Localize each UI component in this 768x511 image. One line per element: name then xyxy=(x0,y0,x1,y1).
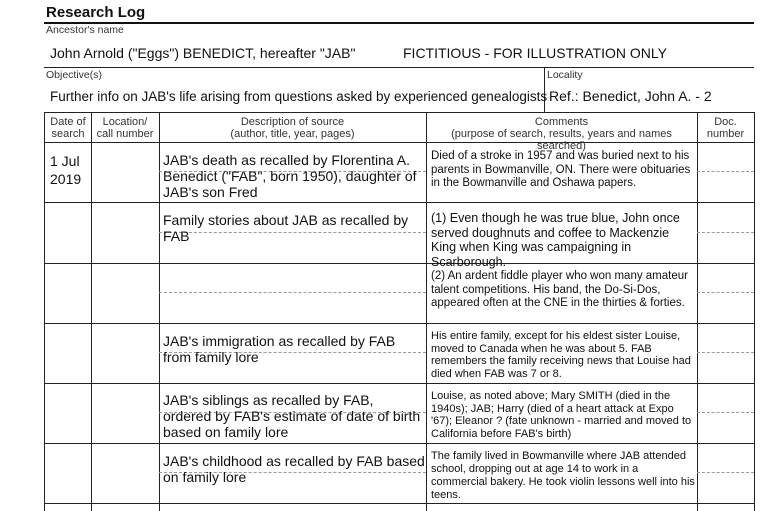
table-row-date xyxy=(50,152,90,188)
locality-value: Ref.: Benedict, John A. - 2 xyxy=(549,88,712,104)
header-location xyxy=(91,116,159,140)
table-row-description: JAB's immigration as recalled by FAB from family lore xyxy=(163,333,396,365)
title-rule xyxy=(44,22,754,24)
header-date-line1: Date of xyxy=(50,116,86,128)
guide-line xyxy=(697,232,754,233)
row-rule-3 xyxy=(44,323,754,324)
header-location-line1: Location/ xyxy=(102,116,148,128)
table-row-description: JAB's childhood as recalled by FAB based on family lore xyxy=(163,453,425,485)
table-row-description: JAB's siblings as recalled by FAB, ordered by FAB's estimate of date of birth based on family lore xyxy=(163,392,421,440)
header-description xyxy=(159,116,426,140)
table-row-comments: Louise, as noted above; Mary SMITH (died in the 1940s); JAB; Harry (died of a heart attack at Expo '67); Eleanor ? (fate unknown - married and moved to California before FAB's birth) xyxy=(431,390,692,440)
row-rule-1 xyxy=(44,202,754,203)
header-location-line2: call number xyxy=(96,128,154,140)
ancestor-name: John Arnold ("Eggs") BENEDICT, hereafter "JAB" xyxy=(50,45,356,61)
col-divider-3 xyxy=(426,112,427,511)
date-line1: 1 Jul xyxy=(50,153,80,169)
header-description-line1: Description of source xyxy=(240,116,345,128)
guide-line xyxy=(697,171,754,172)
fictitious-note: FICTITIOUS - FOR ILLUSTRATION ONLY xyxy=(403,45,667,61)
table-top-rule xyxy=(44,112,754,113)
row-rule-5 xyxy=(44,443,754,444)
locality-divider xyxy=(544,67,545,112)
header-comments-line2: (purpose of search, results, years and names searched) xyxy=(451,128,672,152)
table-row-comments: (1) Even though he was true blue, John once served doughnuts and coffee to Mackenzie King when King was campaigning in Scarborough. xyxy=(431,211,680,269)
header-date-line2: search xyxy=(51,128,85,140)
table-row-description: JAB's death as recalled by Florentina A. Benedict ("FAB", born 1950), daughter of JAB's son Fred xyxy=(163,152,417,200)
table-row-comments: Died of a stroke in 1957 and was buried next to his parents in Bowmanville, ON. There were obituaries in the Bowmanville and Oshawa papers. xyxy=(431,150,691,189)
row-rule-6 xyxy=(44,503,754,504)
col-divider-1 xyxy=(91,112,92,511)
table-row-description: Family stories about JAB as recalled by FAB xyxy=(163,212,409,244)
header-description-line2: (author, title, year, pages) xyxy=(230,128,355,140)
objective-label: Objective(s) xyxy=(46,69,103,81)
header-comments-line1: Comments xyxy=(534,116,589,128)
ancestor-label: Ancestor's name xyxy=(46,24,124,36)
guide-line xyxy=(697,412,754,413)
table-row-comments: His entire family, except for his eldest sister Louise, moved to Canada when he was about 5. FAB remembers the family receiving news that Louise had died when FAB was 7 or 8. xyxy=(431,330,691,380)
guide-line xyxy=(159,292,426,293)
guide-line xyxy=(697,292,754,293)
header-date xyxy=(44,116,92,140)
header-doc-line2: number xyxy=(706,128,745,140)
table-left-border xyxy=(44,112,45,511)
page-title: Research Log xyxy=(46,4,146,21)
table-row-comments: (2) An ardent fiddle player who won many amateur talent competitions. His band, the Do-Si-Dos, appeared often at the CNE in the thirties & forties. xyxy=(431,270,688,309)
header-doc-line1: Doc. xyxy=(714,116,737,128)
header-doc xyxy=(697,116,754,140)
table-row-comments: The family lived in Bowmanville where JAB attended school, dropping out at age 14 to work in a commercial bakery. He took violin lessons well into his teens. xyxy=(431,450,695,501)
table-right-border xyxy=(754,112,755,511)
objective-value: Further info on JAB's life arising from questions asked by experienced genealogists xyxy=(50,89,548,104)
header-comments xyxy=(426,116,697,152)
ancestor-rule xyxy=(44,67,754,68)
guide-line xyxy=(697,352,754,353)
row-rule-4 xyxy=(44,383,754,384)
locality-label: Locality xyxy=(547,69,583,81)
guide-line xyxy=(697,472,754,473)
date-line2: 2019 xyxy=(50,171,82,187)
